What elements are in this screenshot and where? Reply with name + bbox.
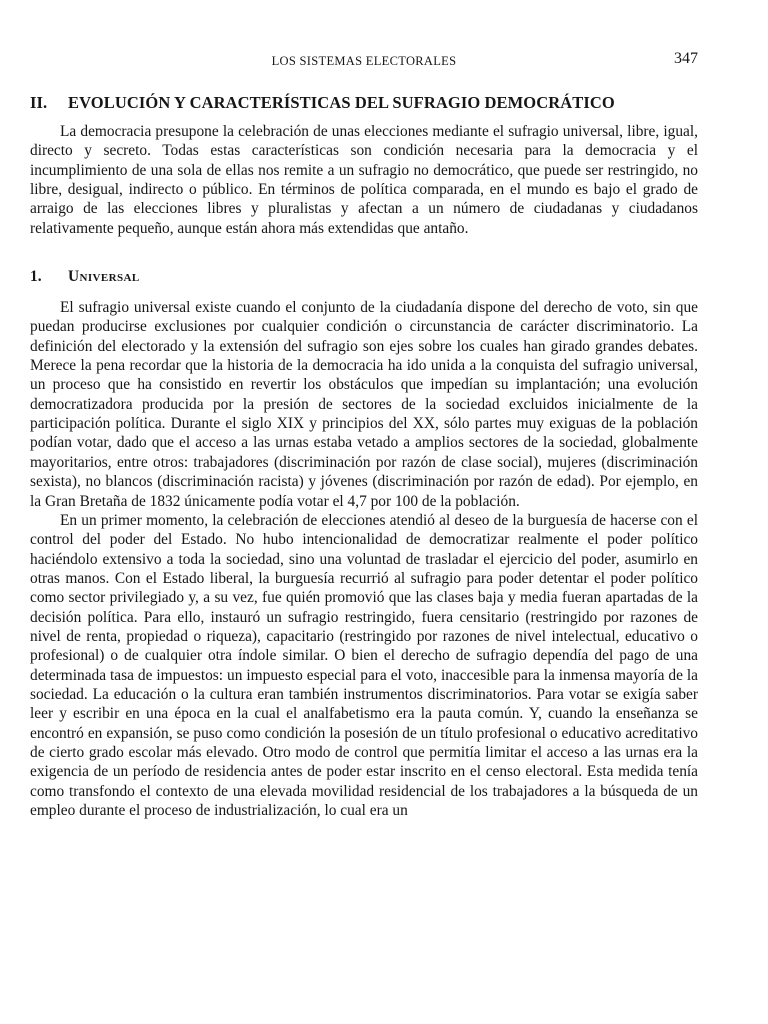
running-title: LOS SISTEMAS ELECTORALES <box>271 54 457 68</box>
body-paragraph: En un primer momento, la celebración de elecciones atendió al deseo de la burguesía de hacerse con el control del poder del Estado. No hubo intencionalidad de democratizar realmente el poder político haciéndolo extensivo a toda la sociedad, sino una voluntad de trasladar el ejercicio del poder, asumirlo en otras manos. Con el Estado liberal, la burguesía recurrió al sufragio para poder detentar el poder político como sector privilegiado y, a su vez, fue quién promovió que las clases baja y media fueran apartadas de la decisión política. Para ello, instauró un sufragio restringido, fuera censitario (restringido por razones de nivel de renta, propiedad o riqueza), capacitario (restringido por razones de nivel intelectual, educativo o profesional) o de cualquier otra índole similar. O bien el derecho de sufragio dependía del pago de una determinada tasa de impuestos: un impuesto especial para el voto, inaccesible para la inmensa mayoría de la sociedad. La educación o la cultura eran también instrumentos discriminatorios. Para votar se exigía saber leer y escribir en una época en la cual el analfabetismo era la pauta común. Y, cuando la enseñanza se encontró en expansión, se puso como condición la posesión de un título profesional o educativo acreditativo de cierto grado escolar más elevado. Otro modo de control que permitía limitar el acceso a las urnas era la exigencia de un período de residencia antes de poder estar inscrito en el censo electoral. Esta medida tenía como transfondo el contexto de una elevada movilidad residencial de los trabajadores a la búsqueda de un empleo durante el proceso de industrialización, lo cual era un <box>30 511 698 819</box>
running-head <box>30 48 698 72</box>
page-number: 347 <box>674 50 698 67</box>
section-title: EVOLUCIÓN Y CARACTERÍSTICAS DEL SUFRAGIO DEMOCRÁTICO <box>68 93 615 112</box>
body-paragraph: El sufragio universal existe cuando el conjunto de la ciudadanía dispone del derecho de voto, sin que puedan producirse exclusiones por cualquier condición o circunstancia de carácter discriminatorio. La definición del electorado y la extensión del sufragio son ejes sobre los cuales han girado grandes debates. Merece la pena recordar que la historia de la democracia ha ido unida a la conquista del sufragio universal, un proceso que ha consistido en revertir los obstáculos que impedían su implantación; una evolución democratizadora producida por la presión de sectores de la sociedad excluidos inicialmente de la participación política. Durante el siglo XIX y principios del XX, sólo partes muy exiguas de la población podían votar, dado que el acceso a las urnas estaba vetado a amplios sectores de la sociedad, globalmente mayoritarios, entre otros: trabajadores (discriminación por razón de clase social), mujeres (discriminación sexista), no blancos (discriminación racista) y jóvenes (discriminación por razón de edad). Por ejemplo, en la Gran Bretaña de 1832 únicamente podía votar el 4,7 por 100 de la población. <box>30 299 698 510</box>
intro-paragraph: La democracia presupone la celebración de unas elecciones mediante el sufragio universal, libre, igual, directo y secreto. Todas estas características son condición necesaria para la democracia y el incumplimiento de una sola de ellas nos remite a un sufragio no democrático, que puede ser restringido, no libre, desigual, indirecto o público. En términos de política comparada, en el mundo es bajo el grado de arraigo de las elecciones libres y pluralistas y afectan a un número de ciudadanas y ciudadanos relativamente pequeño, aunque están ahora más extendidas que antaño. <box>30 123 698 237</box>
book-page <box>30 48 698 1008</box>
section-heading <box>30 93 698 113</box>
subsection-number: 1. <box>30 268 42 286</box>
section-number: II. <box>30 93 48 112</box>
subsection-heading <box>30 268 698 286</box>
subsection-title: Universal <box>68 268 140 286</box>
